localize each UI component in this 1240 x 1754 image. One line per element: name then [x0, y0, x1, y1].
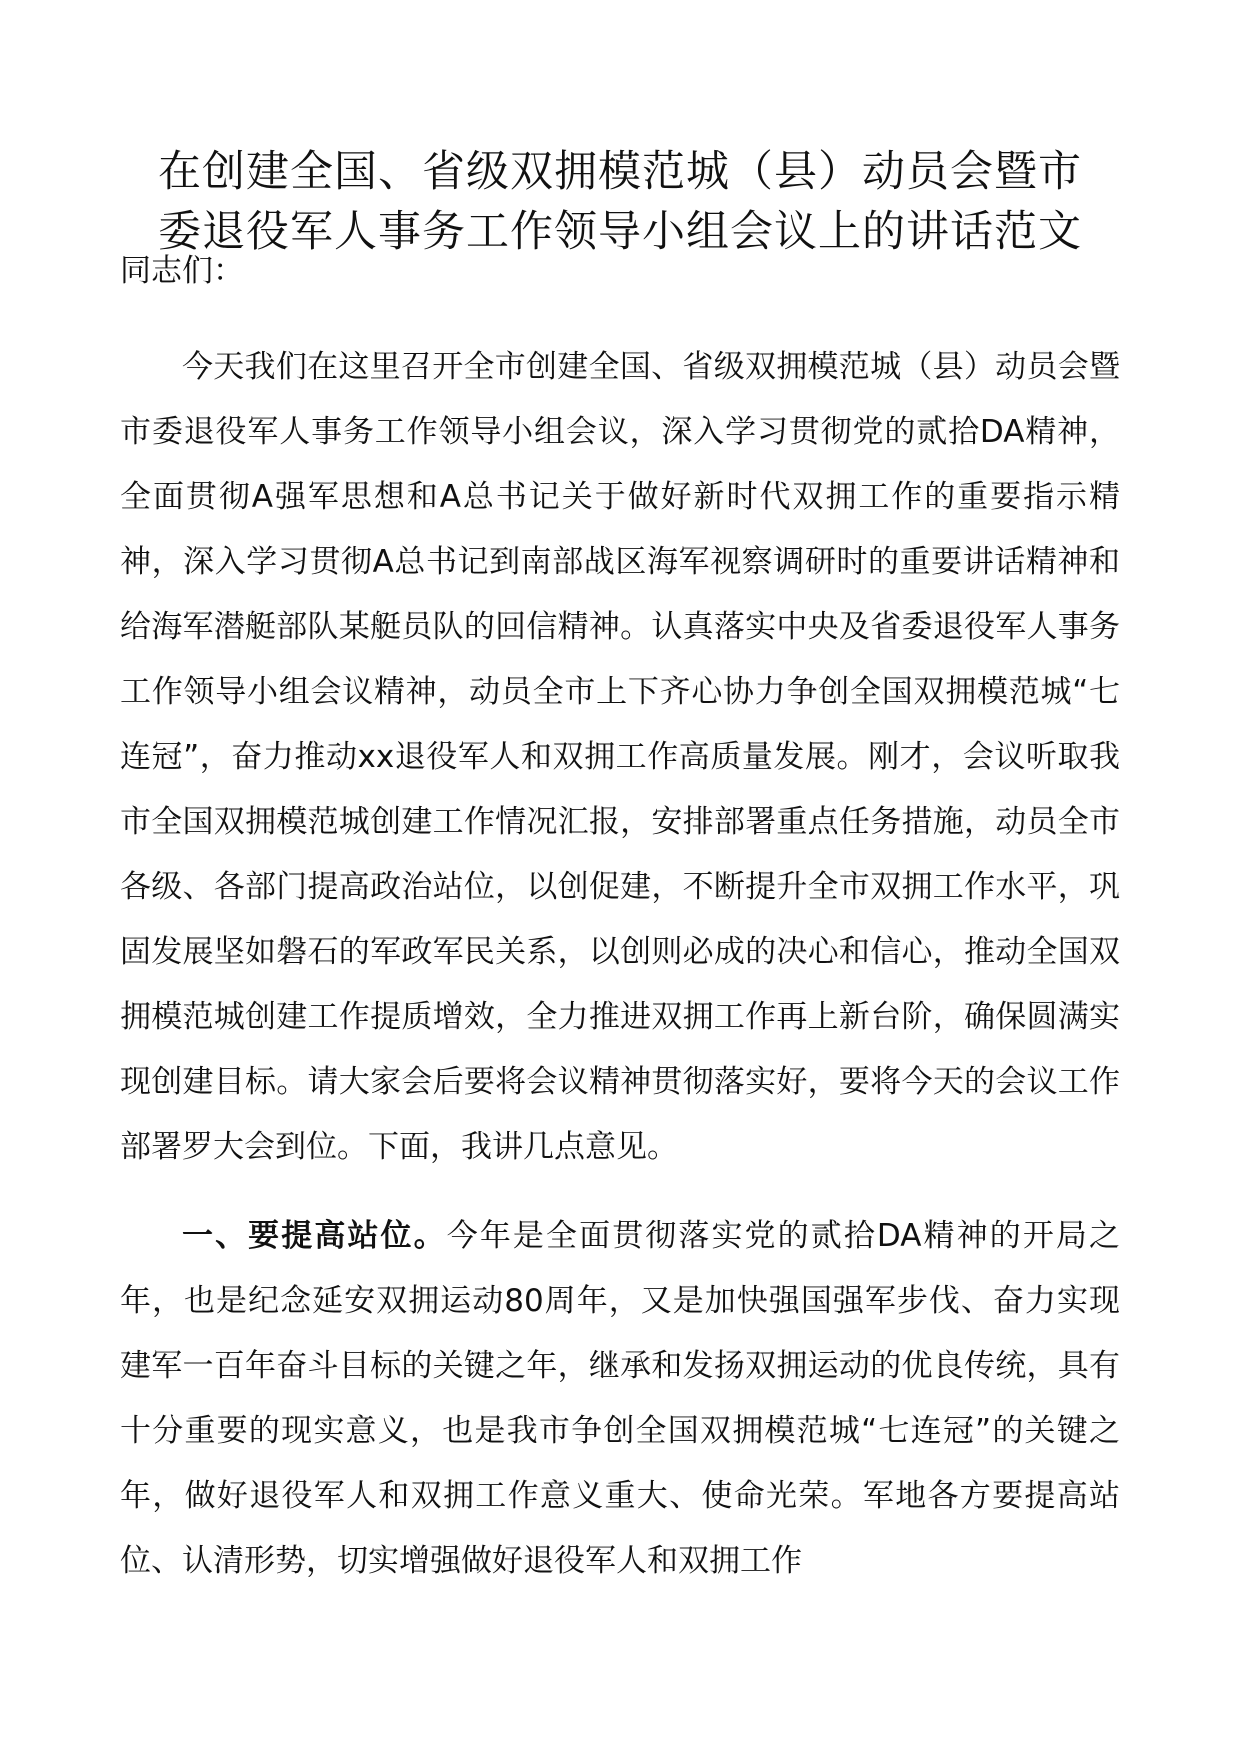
- section-1-body: 今年是全面贯彻落实党的贰拾DA精神的开局之年，也是纪念延安双拥运动80周年，又是加快强国强军步伐、奋力实现建军一百年奋斗目标的关键之年，继承和发扬双拥运动的优良传统，具有十分重要的现实意义，也是我市争创全国双拥模范城“七连冠”的关键之年，做好退役军人和双拥工作意义重大、使命光荣。军地各方要提高站位、认清形势，切实增强做好退役军人和双拥工作: [120, 1218, 1121, 1579]
- paragraph-section-1: [120, 1204, 1120, 1594]
- paragraph-intro: 今天我们在这里召开全市创建全国、省级双拥模范城（县）动员会暨市委退役军人事务工作领导小组会议，深入学习贯彻党的贰拾DA精神，全面贯彻A强军思想和A总书记关于做好新时代双拥工作的重要指示精神，深入学习贯彻A总书记到南部战区海军视察调研时的重要讲话精神和给海军潜艇部队某艇员队的回信精神。认真落实中央及省委退役军人事务工作领导小组会议精神，动员全市上下齐心协力争创全国双拥模范城“七连冠”，奋力推动xx退役军人和双拥工作高质量发展。刚才，会议听取我市全国双拥模范城创建工作情况汇报，安排部署重点任务措施，动员全市各级、各部门提高政治站位，以创促建，不断提升全市双拥工作水平，巩固发展坚如磐石的军政军民关系，以创则必成的决心和信心，推动全国双拥模范城创建工作提质增效，全力推进双拥工作再上新台阶，确保圆满实现创建目标。请大家会后要将会议精神贯彻落实好，要将今天的会议工作部署罗大会到位。下面，我讲几点意见。: [120, 349, 1120, 1165]
- document-title: [120, 142, 1120, 262]
- title-line-2: 委退役军人事务工作领导小组会议上的讲话范文: [158, 207, 1082, 257]
- section-1-heading: 一、要提高站位。: [182, 1218, 447, 1254]
- salutation: 同志们：: [120, 253, 244, 289]
- title-line-1: 在创建全国、省级双拥模范城（县）动员会暨市: [158, 147, 1082, 197]
